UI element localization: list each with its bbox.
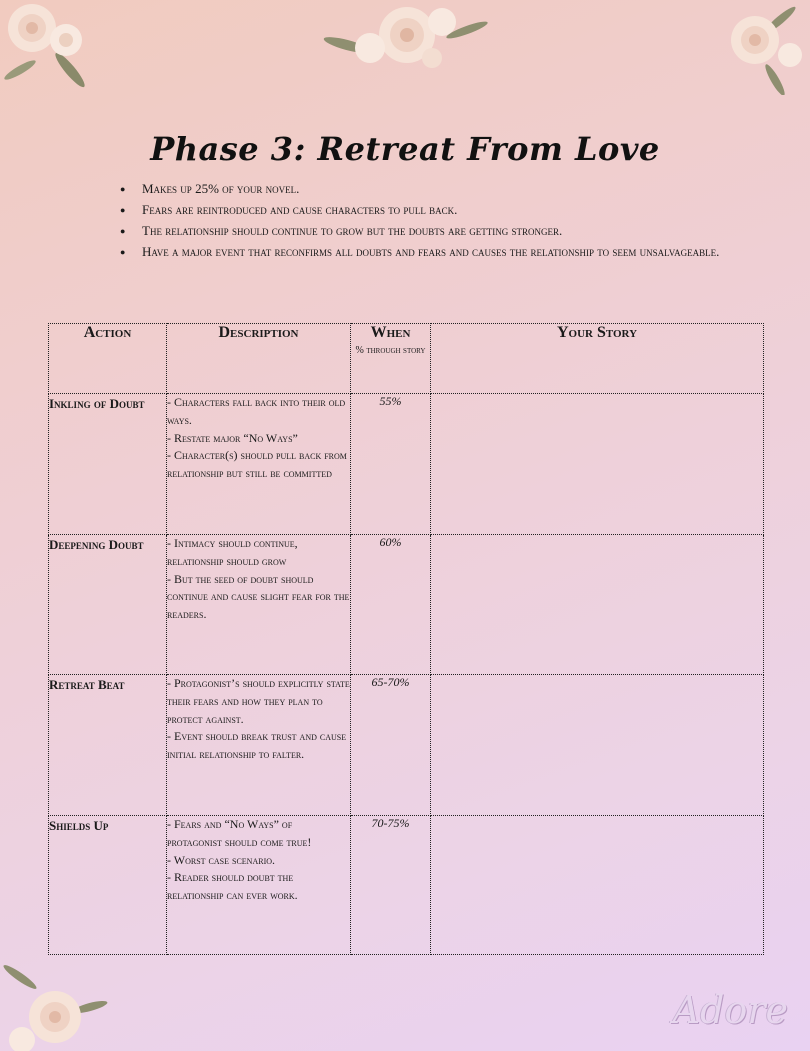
when-cell: 65-70% <box>351 675 431 816</box>
table-row <box>49 816 764 955</box>
summary-item: ● The relationship should continue to grow but the doubts are getting stronger. <box>120 222 720 240</box>
flower-decoration-top-center-icon <box>322 0 492 80</box>
column-header-action: Action <box>49 324 167 394</box>
flower-decoration-bottom-left-icon <box>0 962 110 1051</box>
column-header-when <box>351 324 431 394</box>
your-story-cell[interactable] <box>431 675 764 816</box>
your-story-cell[interactable] <box>431 394 764 535</box>
action-cell: Retreat Beat <box>49 675 167 816</box>
summary-item: ● Have a major event that reconfirms all doubts and fears and causes the relationship to seem unsalvageable. <box>120 243 720 261</box>
action-cell: Inkling of Doubt <box>49 394 167 535</box>
action-cell: Deepening Doubt <box>49 535 167 675</box>
flower-decoration-top-left-icon <box>0 0 100 95</box>
your-story-cell[interactable] <box>431 535 764 675</box>
summary-item: ● Fears are reintroduced and cause characters to pull back. <box>120 201 720 219</box>
column-header-your-story: Your Story <box>431 324 764 394</box>
table-row <box>49 394 764 535</box>
description-cell: - Fears and “No Ways” of protagonist should come true! - Worst case scenario. - Reader should doubt the relationship can ever work. <box>167 816 351 955</box>
flower-decoration-top-right-icon <box>700 0 810 95</box>
when-cell: 70-75% <box>351 816 431 955</box>
action-cell: Shields Up <box>49 816 167 955</box>
when-sublabel: % through story <box>355 345 426 356</box>
brand-logo: Adore <box>672 988 788 1032</box>
summary-item: ● Makes up 25% of your novel. <box>120 180 720 198</box>
when-cell: 60% <box>351 535 431 675</box>
table-header-row <box>49 324 764 394</box>
your-story-cell[interactable] <box>431 816 764 955</box>
page-title: Phase 3: Retreat From Love <box>150 130 660 168</box>
when-label: When <box>370 324 411 341</box>
description-cell: - Characters fall back into their old ways. - Restate major “No Ways” - Character(s) should pull back from relationship but still be committed <box>167 394 351 535</box>
summary-list <box>120 180 720 264</box>
description-cell: - Protagonist’s should explicitly state their fears and how they plan to protect against. - Event should break trust and cause initial relationship to falter. <box>167 675 351 816</box>
table-row <box>49 535 764 675</box>
column-header-description: Description <box>167 324 351 394</box>
when-cell: 55% <box>351 394 431 535</box>
table-row <box>49 675 764 816</box>
story-table <box>48 323 764 955</box>
description-cell: - Intimacy should continue, relationship should grow - But the seed of doubt should continue and cause slight fear for the readers. <box>167 535 351 675</box>
